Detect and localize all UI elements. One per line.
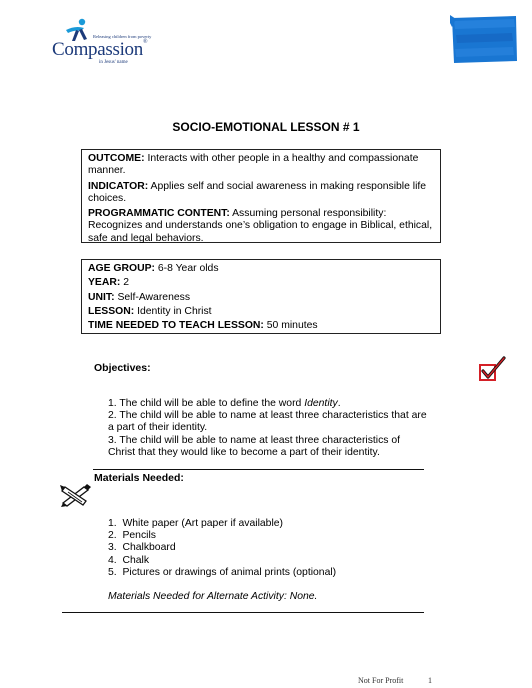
blue-paint-patch	[450, 15, 518, 64]
programmatic-text: Assuming personal responsibility: Recognizes and understands one’s obligation to engage in Biblical, ethical, safe and legal behaviors.	[88, 208, 433, 244]
programmatic-label: PROGRAMMATIC CONTENT:	[88, 208, 230, 220]
lesson-line	[88, 306, 434, 318]
objective-item: 2. The child will be able to name at least three characteristics that are a part of their identity.	[108, 410, 427, 434]
programmatic-line	[88, 208, 434, 245]
unit-label: UNIT:	[88, 291, 115, 303]
lesson-info-box	[81, 259, 441, 334]
indicator-label: INDICATOR:	[88, 180, 149, 192]
objective-item: 3. The child will be able to name at least three characteristics of Christ that they would like to become a part of their identity.	[108, 434, 401, 458]
indicator-line	[88, 181, 434, 206]
age-group-value: 6-8 Year olds	[154, 263, 219, 274]
alternate-materials-note: Materials Needed for Alternate Activity: None.	[108, 591, 318, 602]
divider-line	[62, 612, 424, 613]
checkbox-check-icon	[478, 356, 506, 382]
objective-item: 1. The child will be able to define the word Identity.	[108, 398, 341, 409]
outcome-line	[88, 153, 434, 178]
pencil-crayon-icon	[60, 481, 92, 507]
material-item: 4. Chalk	[108, 554, 150, 566]
year-label: YEAR:	[88, 277, 121, 289]
outcome-label: OUTCOME:	[88, 153, 145, 164]
indicator-text: Applies self and social awareness in making responsible life choices.	[88, 180, 427, 204]
lesson-label: LESSON:	[88, 305, 135, 317]
unit-value: Self-Awareness	[114, 291, 191, 303]
materials-heading: Materials Needed:	[94, 472, 184, 484]
year-value: 2	[120, 277, 130, 289]
page-number: 1	[428, 676, 432, 685]
time-value: 50 minutes	[263, 320, 318, 332]
logo-wordmark: Compassion®	[52, 39, 148, 60]
logo-subtitle: in Jesus' name	[99, 60, 128, 65]
outcome-box	[81, 149, 441, 243]
unit-line	[88, 292, 434, 304]
lesson-value: Identity in Christ	[134, 305, 212, 317]
age-group-label: AGE GROUP:	[88, 263, 155, 274]
outcome-text: Interacts with other people in a healthy and compassionate manner.	[88, 153, 419, 177]
time-line	[88, 320, 434, 332]
material-item: 2. Pencils	[108, 530, 156, 542]
lesson-title: SOCIO-EMOTIONAL LESSON # 1	[172, 120, 360, 134]
objectives-heading: Objectives:	[94, 362, 151, 374]
time-label: TIME NEEDED TO TEACH LESSON:	[88, 320, 264, 332]
materials-list	[108, 518, 428, 579]
compassion-logo	[52, 18, 172, 66]
material-item: 3. Chalkboard	[108, 542, 176, 554]
material-item: 1. White paper (Art paper if available)	[108, 518, 284, 529]
divider-line	[93, 469, 424, 470]
objectives-list	[108, 398, 428, 459]
footer-text: Not For Profit	[358, 676, 404, 685]
logo-tagline: Releasing children from poverty	[93, 34, 152, 39]
year-line	[88, 277, 434, 289]
material-item: 5. Pictures or drawings of animal prints (optional)	[108, 566, 337, 578]
age-group-line	[88, 263, 434, 275]
